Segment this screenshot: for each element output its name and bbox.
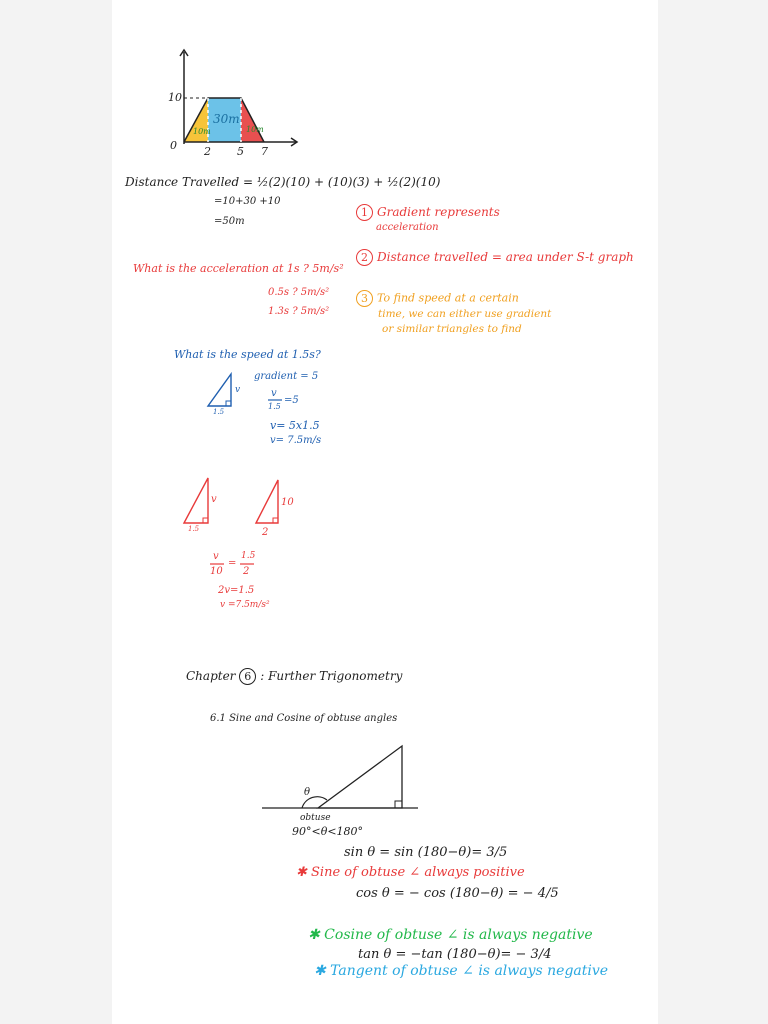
- similar-f1-num: v: [213, 551, 219, 562]
- similar-t2-height: 10: [281, 497, 294, 508]
- speed-triangle-right-angle: [226, 401, 231, 406]
- graph-area-right-label: 10m: [246, 125, 264, 134]
- note-1-line-a: [356, 204, 500, 221]
- graph-x-tick-5: 5: [237, 145, 244, 158]
- note-1-text: Gradient represents: [377, 205, 500, 219]
- speed-eq-1: v= 5x1.5: [270, 419, 320, 432]
- accel-answer-1: 0.5s ? 5m/s²: [268, 287, 330, 298]
- tan-note: ✱ Tangent of obtuse ∠ is always negative: [314, 963, 609, 979]
- speed-gradient: gradient = 5: [254, 371, 319, 382]
- speed-triangle-v: v: [235, 385, 241, 395]
- speed-eq-2: v= 7.5m/s: [270, 435, 322, 446]
- similar-line-2: v =7.5m/s²: [220, 600, 270, 610]
- speed-triangle-base: 1.5: [213, 408, 225, 416]
- obtuse-angle-arc: [302, 797, 327, 808]
- similar-triangle-2: [256, 480, 278, 523]
- trig-triangle: [318, 746, 402, 808]
- speed-frac-den: 1.5: [268, 402, 281, 411]
- graph-x-tick-2: 2: [204, 145, 211, 158]
- distance-line3: =50m: [214, 216, 245, 227]
- angle-range: 90°<θ<180°: [292, 825, 364, 838]
- graph-area-mid-label: 30m: [213, 112, 240, 126]
- accel-question: What is the acceleration at 1s ? 5m/s²: [133, 262, 344, 275]
- speed-question: What is the speed at 1.5s?: [174, 348, 321, 361]
- distance-line1: Distance Travelled = ½(2)(10) + (10)(3) + ½(2)(10): [125, 175, 441, 189]
- chapter-prefix: Chapter: [186, 669, 236, 683]
- tan-formula: tan θ = −tan (180−θ)= − 3/4: [358, 947, 552, 962]
- note-3-line-a: [356, 290, 519, 307]
- note-3-line-b: time, we can either use gradient: [378, 308, 552, 320]
- similar-triangle-1-right-angle: [203, 518, 208, 523]
- theta-label: θ: [304, 787, 311, 798]
- chapter-number: 6: [239, 668, 256, 685]
- similar-t1-v: v: [211, 494, 217, 505]
- chapter-title: : Further Trigonometry: [260, 669, 403, 683]
- note-2: [356, 249, 634, 266]
- note-3-number: 3: [356, 290, 373, 307]
- similar-f2-num: 1.5: [241, 551, 256, 561]
- note-2-text: Distance travelled = area under S-t graph: [377, 250, 634, 264]
- graph-x-tick-7: 7: [261, 145, 268, 158]
- similar-f1-den: 10: [210, 566, 223, 577]
- similar-t2-base: 2: [262, 527, 269, 538]
- sin-note: ✱ Sine of obtuse ∠ always positive: [296, 865, 525, 880]
- graph-origin: 0: [170, 139, 177, 152]
- note-3-line-c: or similar triangles to find: [382, 323, 522, 335]
- similar-line-1: 2v=1.5: [218, 585, 255, 596]
- note-1-number: 1: [356, 204, 373, 221]
- note-1-line-b: acceleration: [376, 222, 439, 233]
- note-2-number: 2: [356, 249, 373, 266]
- section-heading: 6.1 Sine and Cosine of obtuse angles: [210, 713, 398, 724]
- similar-eq: =: [228, 558, 237, 569]
- accel-answer-2: 1.3s ? 5m/s²: [268, 306, 330, 317]
- similar-t1-base: 1.5: [188, 525, 200, 533]
- chapter-heading: [186, 668, 402, 685]
- similar-triangle-1: [184, 478, 208, 523]
- graph-area-left-label: 10m: [193, 127, 211, 136]
- obtuse-label: obtuse: [300, 813, 331, 823]
- graph-y-tick: 10: [168, 91, 182, 104]
- trig-triangle-right-angle: [395, 801, 402, 808]
- cos-note: ✱ Cosine of obtuse ∠ is always negative: [308, 927, 593, 943]
- cos-formula: cos θ = − cos (180−θ) = − 4/5: [356, 886, 559, 901]
- speed-frac-eq: =5: [284, 395, 299, 406]
- sin-formula: sin θ = sin (180−θ)= 3/5: [344, 845, 508, 860]
- note-3-text: To find speed at a certain: [377, 291, 519, 305]
- distance-line2: =10+30 +10: [214, 196, 281, 207]
- similar-f2-den: 2: [243, 566, 250, 577]
- similar-triangle-2-right-angle: [273, 518, 278, 523]
- speed-frac-num: v: [271, 388, 277, 399]
